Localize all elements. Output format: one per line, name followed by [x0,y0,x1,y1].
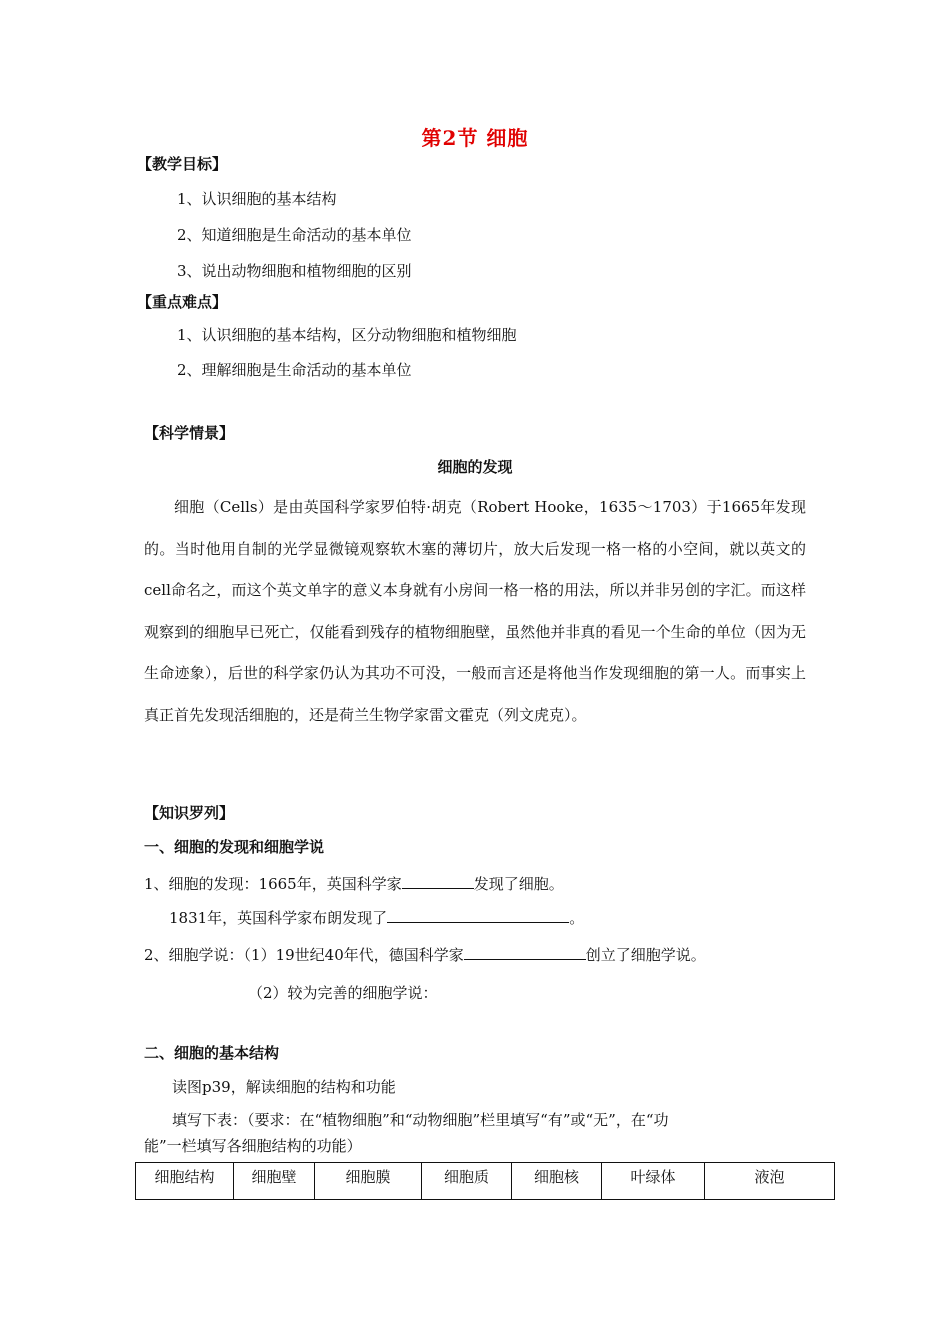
question-1 [144,873,564,894]
key-points-heading: 【重点难点】 [137,293,228,311]
question-1c-text-b: 。 [569,909,585,927]
scenario-paragraph: 细胞（Cells）是由英国科学家罗伯特·胡克（Robert Hooke，1635～1703）于1665年发现的。当时他用自制的光学显微镜观察软木塞的薄切片，放大后发现一格一格的小空间，就以英文的cell命名之，而这个英文单字的意义本身就有小房间一格一格的用法，所以并非另创的字汇。而这样观察到的细胞早已死亡，仅能看到残存的植物细胞壁，虽然他并非真的看见一个生命的单位（因为无生命迹象），后世的科学家仍认为其功不可没，一般而言还是将他当作发现细胞的第一人。而事实上真正首先发现活细胞的，还是荷兰生物学家雷文霍克（列文虎克）。 [144,498,806,724]
knowledge-heading: 【知识罗列】 [144,804,235,822]
scenario-subtitle: 细胞的发现 [437,458,513,476]
table-header-cell: 细胞壁 [234,1163,315,1200]
section2-title: 二、细胞的基本结构 [144,1044,280,1062]
objective-item-2: 2、知道细胞是生命活动的基本单位 [177,226,412,244]
section2-line-2: 填写下表：（要求：在“植物细胞”和“动物细胞”栏里填写“有”或“无”，在“功 [172,1111,669,1129]
answer-blank-german-scientist[interactable] [464,945,586,960]
question-1c [169,907,584,928]
table-header-cell: 细胞膜 [315,1163,422,1200]
key-point-item-2: 2、理解细胞是生命活动的基本单位 [177,361,412,379]
objective-item-3: 3、说出动物细胞和植物细胞的区别 [177,262,412,280]
scenario-heading: 【科学情景】 [144,424,235,442]
section1-title: 一、细胞的发现和细胞学说 [144,838,325,856]
objectives-heading: 【教学目标】 [137,155,228,173]
key-point-item-1: 1、认识细胞的基本结构，区分动物细胞和植物细胞 [177,326,517,344]
table-header-cell: 细胞质 [422,1163,512,1200]
question-2-part-2: （2）较为完善的细胞学说： [248,984,438,1002]
question-1c-text-a: 1831年，英国科学家布朗发现了 [169,909,388,927]
table-header-row [136,1163,835,1200]
cell-structure-table [135,1162,835,1200]
table-header-cell: 细胞结构 [136,1163,234,1200]
section2-line-1: 读图p39，解读细胞的结构和功能 [172,1078,396,1096]
question-1-text-a: 1、细胞的发现：1665年，英国科学家 [144,875,402,893]
table-header-cell: 叶绿体 [602,1163,705,1200]
question-2 [144,944,706,965]
section2-line-3: 能”一栏填写各细胞结构的功能） [144,1137,362,1155]
table-header-cell: 液泡 [705,1163,835,1200]
page-title: 第2节 细胞 [421,126,529,150]
answer-blank-discovery[interactable] [387,908,569,923]
question-2-text-b: 创立了细胞学说。 [585,946,706,964]
question-1-text-b: 发现了细胞。 [473,875,564,893]
objective-item-1: 1、认识细胞的基本结构 [177,190,337,208]
question-2-text-a: 2、细胞学说：（1）19世纪40年代，德国科学家 [144,946,464,964]
table-header-cell: 细胞核 [512,1163,602,1200]
answer-blank-scientist[interactable] [402,874,474,889]
